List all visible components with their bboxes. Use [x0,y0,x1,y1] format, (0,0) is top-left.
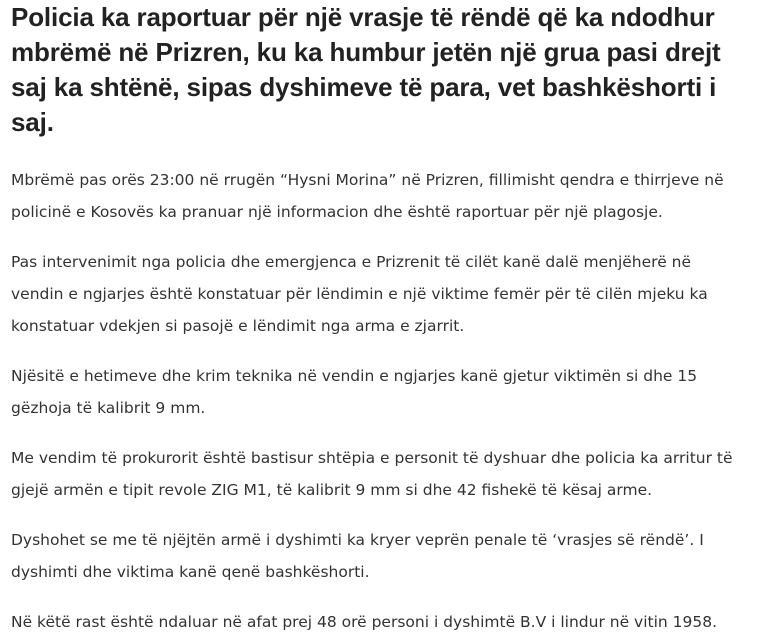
article-paragraph: Dyshohet se me të njëjtën armë i dyshimti ka kryer veprën penale të ‘vrasjes së rëndë’. I dyshimti dhe viktima kanë qenë bashkëshorti. [11,531,704,581]
article-paragraph: Njësitë e hetimeve dhe krim teknika në vendin e ngjarjes kanë gjetur viktimën si dhe 15 gëzhoja të kalibrit 9 mm. [11,367,698,417]
article-paragraph: Mbrëmë pas orës 23:00 në rrugën “Hysni Morina” në Prizren, fillimisht qendra e thirrjeve në policinë e Kosovës ka pranuar një informacion dhe është raportuar për një plagosje. [11,171,724,221]
article-headline: Policia ka raportuar për një vrasje të rëndë që ka ndodhur mbrëmë në Prizren, ku ka humbur jetën një grua pasi drejt saj ka shtënë, sipas dyshimeve të para, vet bashkëshorti i saj. [11,2,721,137]
article-paragraph: Pas intervenimit nga policia dhe emergjenca e Prizrenit të cilët kanë dalë menjëherë në vendin e ngjarjes është konstatuar për lëndimin e një viktime femër për të cilën mjeku ka konstatuar vdekjen si pasojë e lëndimit nga arma e zjarrit. [11,253,708,335]
article-paragraph: Në këtë rast është ndaluar në afat prej 48 orë personi i dyshimtë B.V i lindur në vitin 1958. [11,613,718,631]
article-body [11,164,739,638]
article-paragraph: Me vendim të prokurorit është bastisur shtëpia e personit të dyshuar dhe policia ka arritur të gjejë armën e tipit revole ZIG M1, të kalibrit 9 mm si dhe 42 fishekë të kësaj arme. [11,449,733,499]
